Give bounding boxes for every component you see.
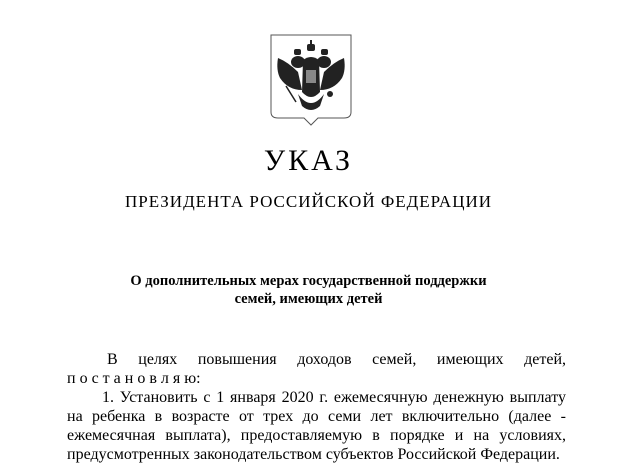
decree-title-line: О дополнительных мерах государственной поддержки [130,273,487,289]
body-line: предусмотренных законодательством субъектов Российской Федерации. [67,446,560,463]
issuer-subtitle: ПРЕЗИДЕНТА РОССИЙСКОЙ ФЕДЕРАЦИИ [124,192,493,211]
body-line: 1. Установить с 1 января 2020 г. ежемесячную денежную выплату [102,389,566,406]
body-line: ежемесячная выплата), предоставляемую в порядке и на условиях, [67,427,566,444]
document-type-title: УКАЗ [263,144,354,177]
body-line: п о с т а н о в л я ю: [67,370,201,387]
body-line: на ребенка в возрасте от трех до семи лет включительно (далее - [67,408,566,425]
decree-title-line: семей, имеющих детей [234,291,383,307]
body-line: В целях повышения доходов семей, имеющих детей, [107,351,566,368]
coat-of-arms-emblem [268,32,354,128]
